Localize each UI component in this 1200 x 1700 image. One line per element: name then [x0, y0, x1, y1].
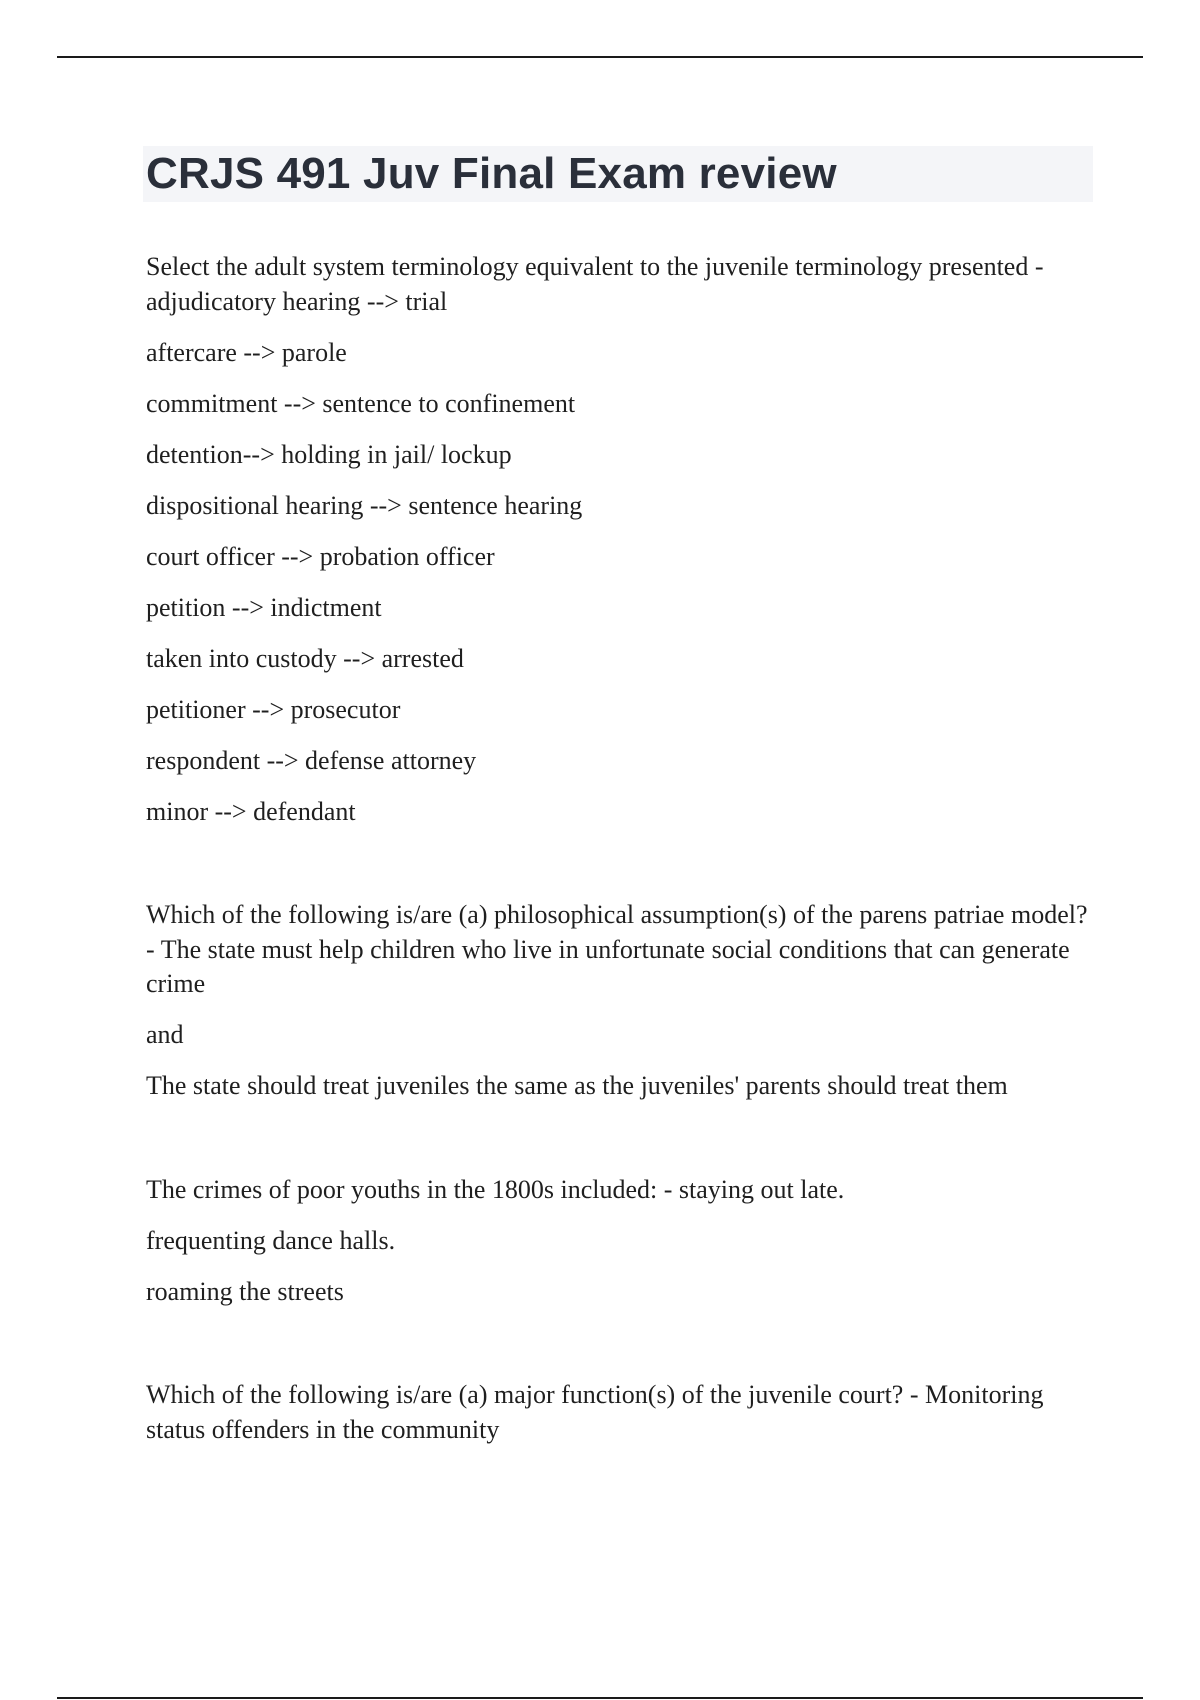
- question-line: Which of the following is/are (a) philosophical assumption(s) of the parens patriae model? - The state must help children who live in unfortunate social conditions that can generate crime: [146, 900, 1088, 998]
- qa-block-terminology: [146, 250, 1096, 829]
- answer-line: respondent --> defense attorney: [146, 745, 477, 775]
- answer-line: court officer --> probation officer: [146, 541, 495, 571]
- answer-line: petitioner --> prosecutor: [146, 694, 401, 724]
- question-line: Which of the following is/are (a) major function(s) of the juvenile court? - Monitoring status offenders in the community: [146, 1380, 1044, 1444]
- question-line: Select the adult system terminology equivalent to the juvenile terminology presented - adjudicatory hearing --> trial: [146, 252, 1044, 316]
- answer-line: taken into custody --> arrested: [146, 643, 464, 673]
- qa-block-crimes-1800s: [146, 1173, 1096, 1310]
- document-body: [146, 250, 1096, 1464]
- answer-line: The state should treat juveniles the same as the juveniles' parents should treat them: [146, 1071, 1008, 1100]
- qa-block-court-functions: [146, 1378, 1096, 1447]
- answer-line: petition --> indictment: [146, 592, 382, 622]
- answer-line: commitment --> sentence to confinement: [146, 388, 576, 418]
- document-title: CRJS 491 Juv Final Exam review: [146, 149, 837, 198]
- answer-line: frequenting dance halls.: [146, 1225, 396, 1255]
- answer-line: detention--> holding in jail/ lockup: [146, 439, 512, 469]
- answer-line: dispositional hearing --> sentence hearing: [146, 490, 583, 520]
- qa-block-parens-patriae: [146, 898, 1096, 1104]
- answer-line: minor --> defendant: [146, 796, 356, 826]
- bottom-rule: [57, 1697, 1143, 1699]
- answer-line: roaming the streets: [146, 1276, 344, 1306]
- answer-line: and: [146, 1020, 184, 1049]
- question-line: The crimes of poor youths in the 1800s included: - staying out late.: [146, 1174, 845, 1204]
- top-rule: [57, 56, 1143, 58]
- answer-line: aftercare --> parole: [146, 337, 347, 367]
